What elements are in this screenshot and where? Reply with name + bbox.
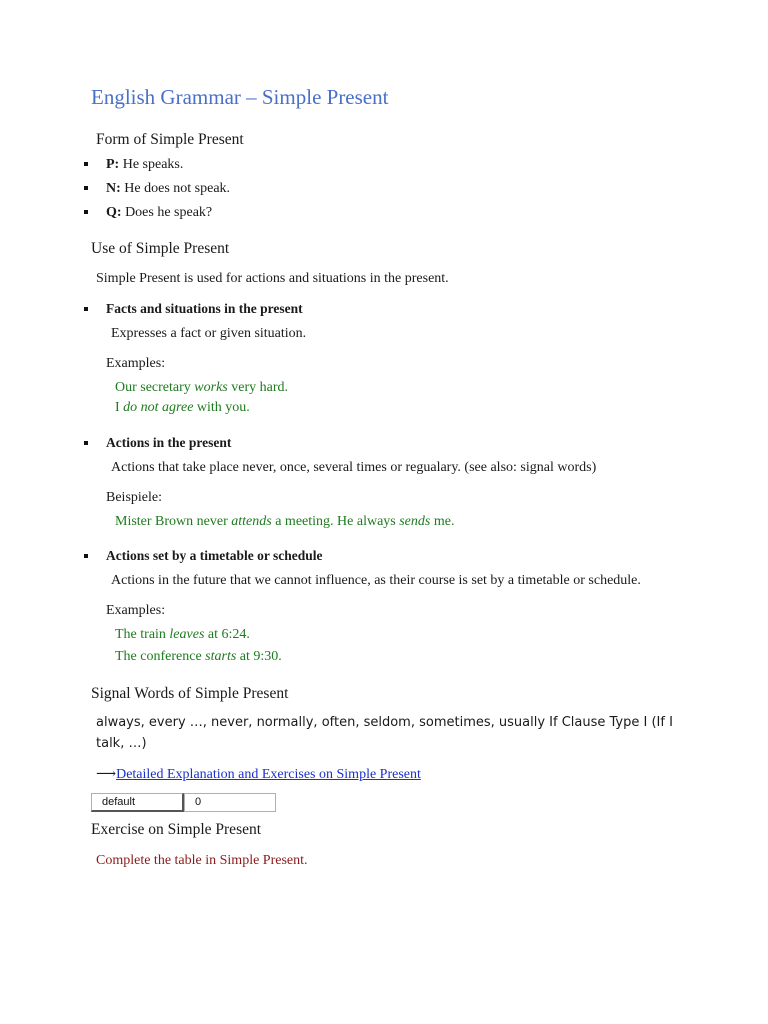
examples-label: Examples: xyxy=(106,356,166,371)
signal-words-line-1: always, every …, never, normally, often, seldom, sometimes, usually If Clause Type I (If I xyxy=(96,715,673,730)
bullet-icon xyxy=(84,441,88,445)
bullet-icon xyxy=(84,162,88,166)
section-desc-timetable: Actions in the future that we cannot influence, as their course is set by a timetable or schedule. xyxy=(111,573,641,588)
section-desc-facts: Expresses a fact or given situation. xyxy=(111,326,307,341)
exercise-heading: Exercise on Simple Present xyxy=(91,821,262,838)
exercise-instruction: Complete the table in Simple Present. xyxy=(96,853,308,868)
bullet-icon xyxy=(84,554,88,558)
page-title: English Grammar – Simple Present xyxy=(91,85,389,109)
signal-heading: Signal Words of Simple Present xyxy=(91,685,289,702)
form-heading: Form of Simple Present xyxy=(96,131,244,148)
example-sentence: I do not agree with you. xyxy=(115,400,250,415)
default-select[interactable]: default xyxy=(91,793,184,812)
explanation-link-row xyxy=(96,766,421,783)
example-sentence: Our secretary works very hard. xyxy=(115,380,289,395)
use-heading: Use of Simple Present xyxy=(91,240,230,257)
use-intro: Simple Present is used for actions and situations in the present. xyxy=(96,271,449,286)
example-sentence: Mister Brown never attends a meeting. He always sends me. xyxy=(115,514,455,529)
form-item-question: Q: Does he speak? xyxy=(106,205,213,220)
bullet-icon xyxy=(84,307,88,311)
section-desc-actions: Actions that take place never, once, several times or regualary. (see also: signal words) xyxy=(111,460,597,475)
section-title-timetable: Actions set by a timetable or schedule xyxy=(106,548,323,563)
form-item-positive: P: He speaks. xyxy=(106,157,184,172)
examples-label: Beispiele: xyxy=(106,490,162,505)
example-sentence: The conference starts at 9:30. xyxy=(115,649,282,664)
section-title-facts: Facts and situations in the present xyxy=(106,301,303,316)
examples-label: Examples: xyxy=(106,603,166,618)
form-item-negative: N: He does not speak. xyxy=(106,181,231,196)
bullet-icon xyxy=(84,210,88,214)
bullet-icon xyxy=(84,186,88,190)
arrow-right-icon: ⟶ xyxy=(96,767,117,782)
section-title-actions: Actions in the present xyxy=(106,435,232,450)
value-input[interactable]: 0 xyxy=(184,793,276,812)
signal-words-line-2: talk, …) xyxy=(96,736,147,751)
example-sentence: The train leaves at 6:24. xyxy=(115,627,250,642)
explanation-link[interactable]: Detailed Explanation and Exercises on Simple Present xyxy=(116,767,421,782)
